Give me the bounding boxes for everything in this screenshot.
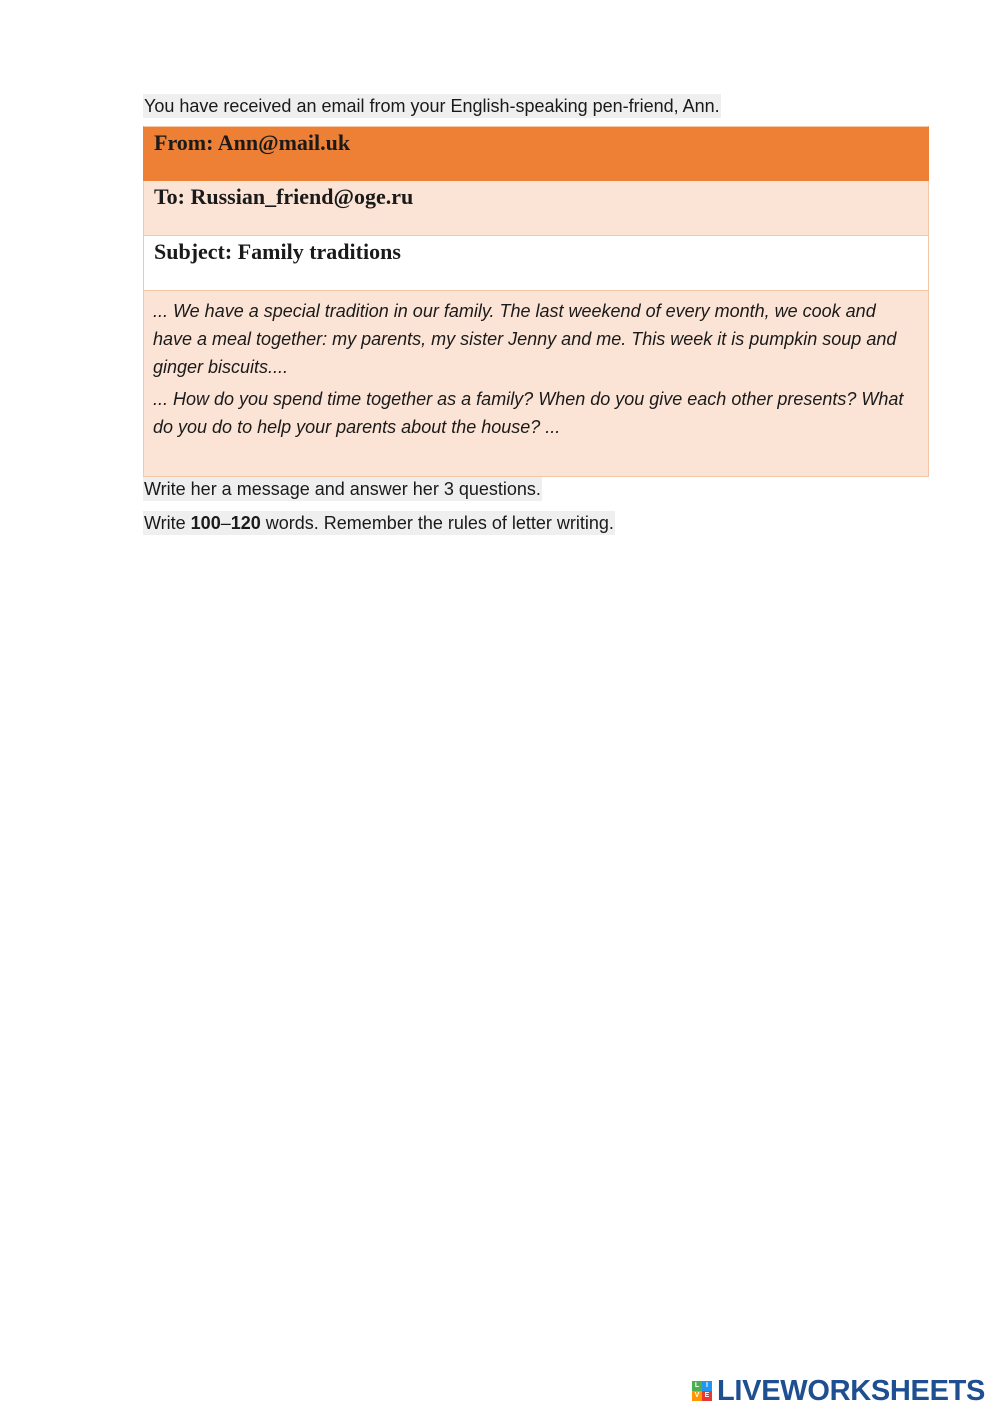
subject-label: Subject:: [154, 239, 233, 264]
liveworksheets-logo-text: LIVEWORKSHEETS: [717, 1374, 986, 1407]
word-count-dash: –: [220, 513, 231, 533]
liveworksheets-logo-icon: [692, 1381, 712, 1401]
logo-icon-cell: L: [692, 1381, 702, 1391]
email-body: [143, 291, 929, 477]
instruction-answer-questions: Write her a message and answer her 3 questions.: [144, 479, 541, 499]
from-label: From:: [154, 130, 214, 155]
to-address: Russian_friend@oge.ru: [190, 184, 414, 209]
liveworksheets-logo: [692, 1373, 985, 1409]
intro-text: You have received an email from your English-speaking pen-friend, Ann.: [144, 96, 720, 116]
logo-icon-cell: E: [702, 1391, 712, 1401]
email-subject-row: [143, 236, 929, 291]
to-label: To:: [154, 184, 185, 209]
email-paragraph-1: ... We have a special tradition in our family. The last weekend of every month, we cook and have a meal together: my parents, my sister Jenny and me. This week it is pumpkin soup and ginger biscuits....: [153, 301, 897, 377]
logo-icon-cell: V: [692, 1391, 702, 1401]
word-count-suffix: words. Remember the rules of letter writing.: [260, 513, 614, 533]
word-count-prefix: Write: [144, 513, 191, 533]
logo-icon-cell: I: [702, 1381, 712, 1391]
word-count-max: 120: [230, 513, 261, 533]
email-card: [143, 126, 929, 477]
instruction-word-count: [143, 511, 615, 535]
email-paragraph-2: ... How do you spend time together as a family? When do you give each other presents? What do you do to help your parents about the house? ...: [153, 389, 904, 437]
email-to-row: [143, 181, 929, 236]
from-address: Ann@mail.uk: [217, 130, 351, 155]
word-count-min: 100: [190, 513, 221, 533]
email-from-row: [143, 126, 929, 181]
subject-value: Family traditions: [237, 239, 401, 264]
